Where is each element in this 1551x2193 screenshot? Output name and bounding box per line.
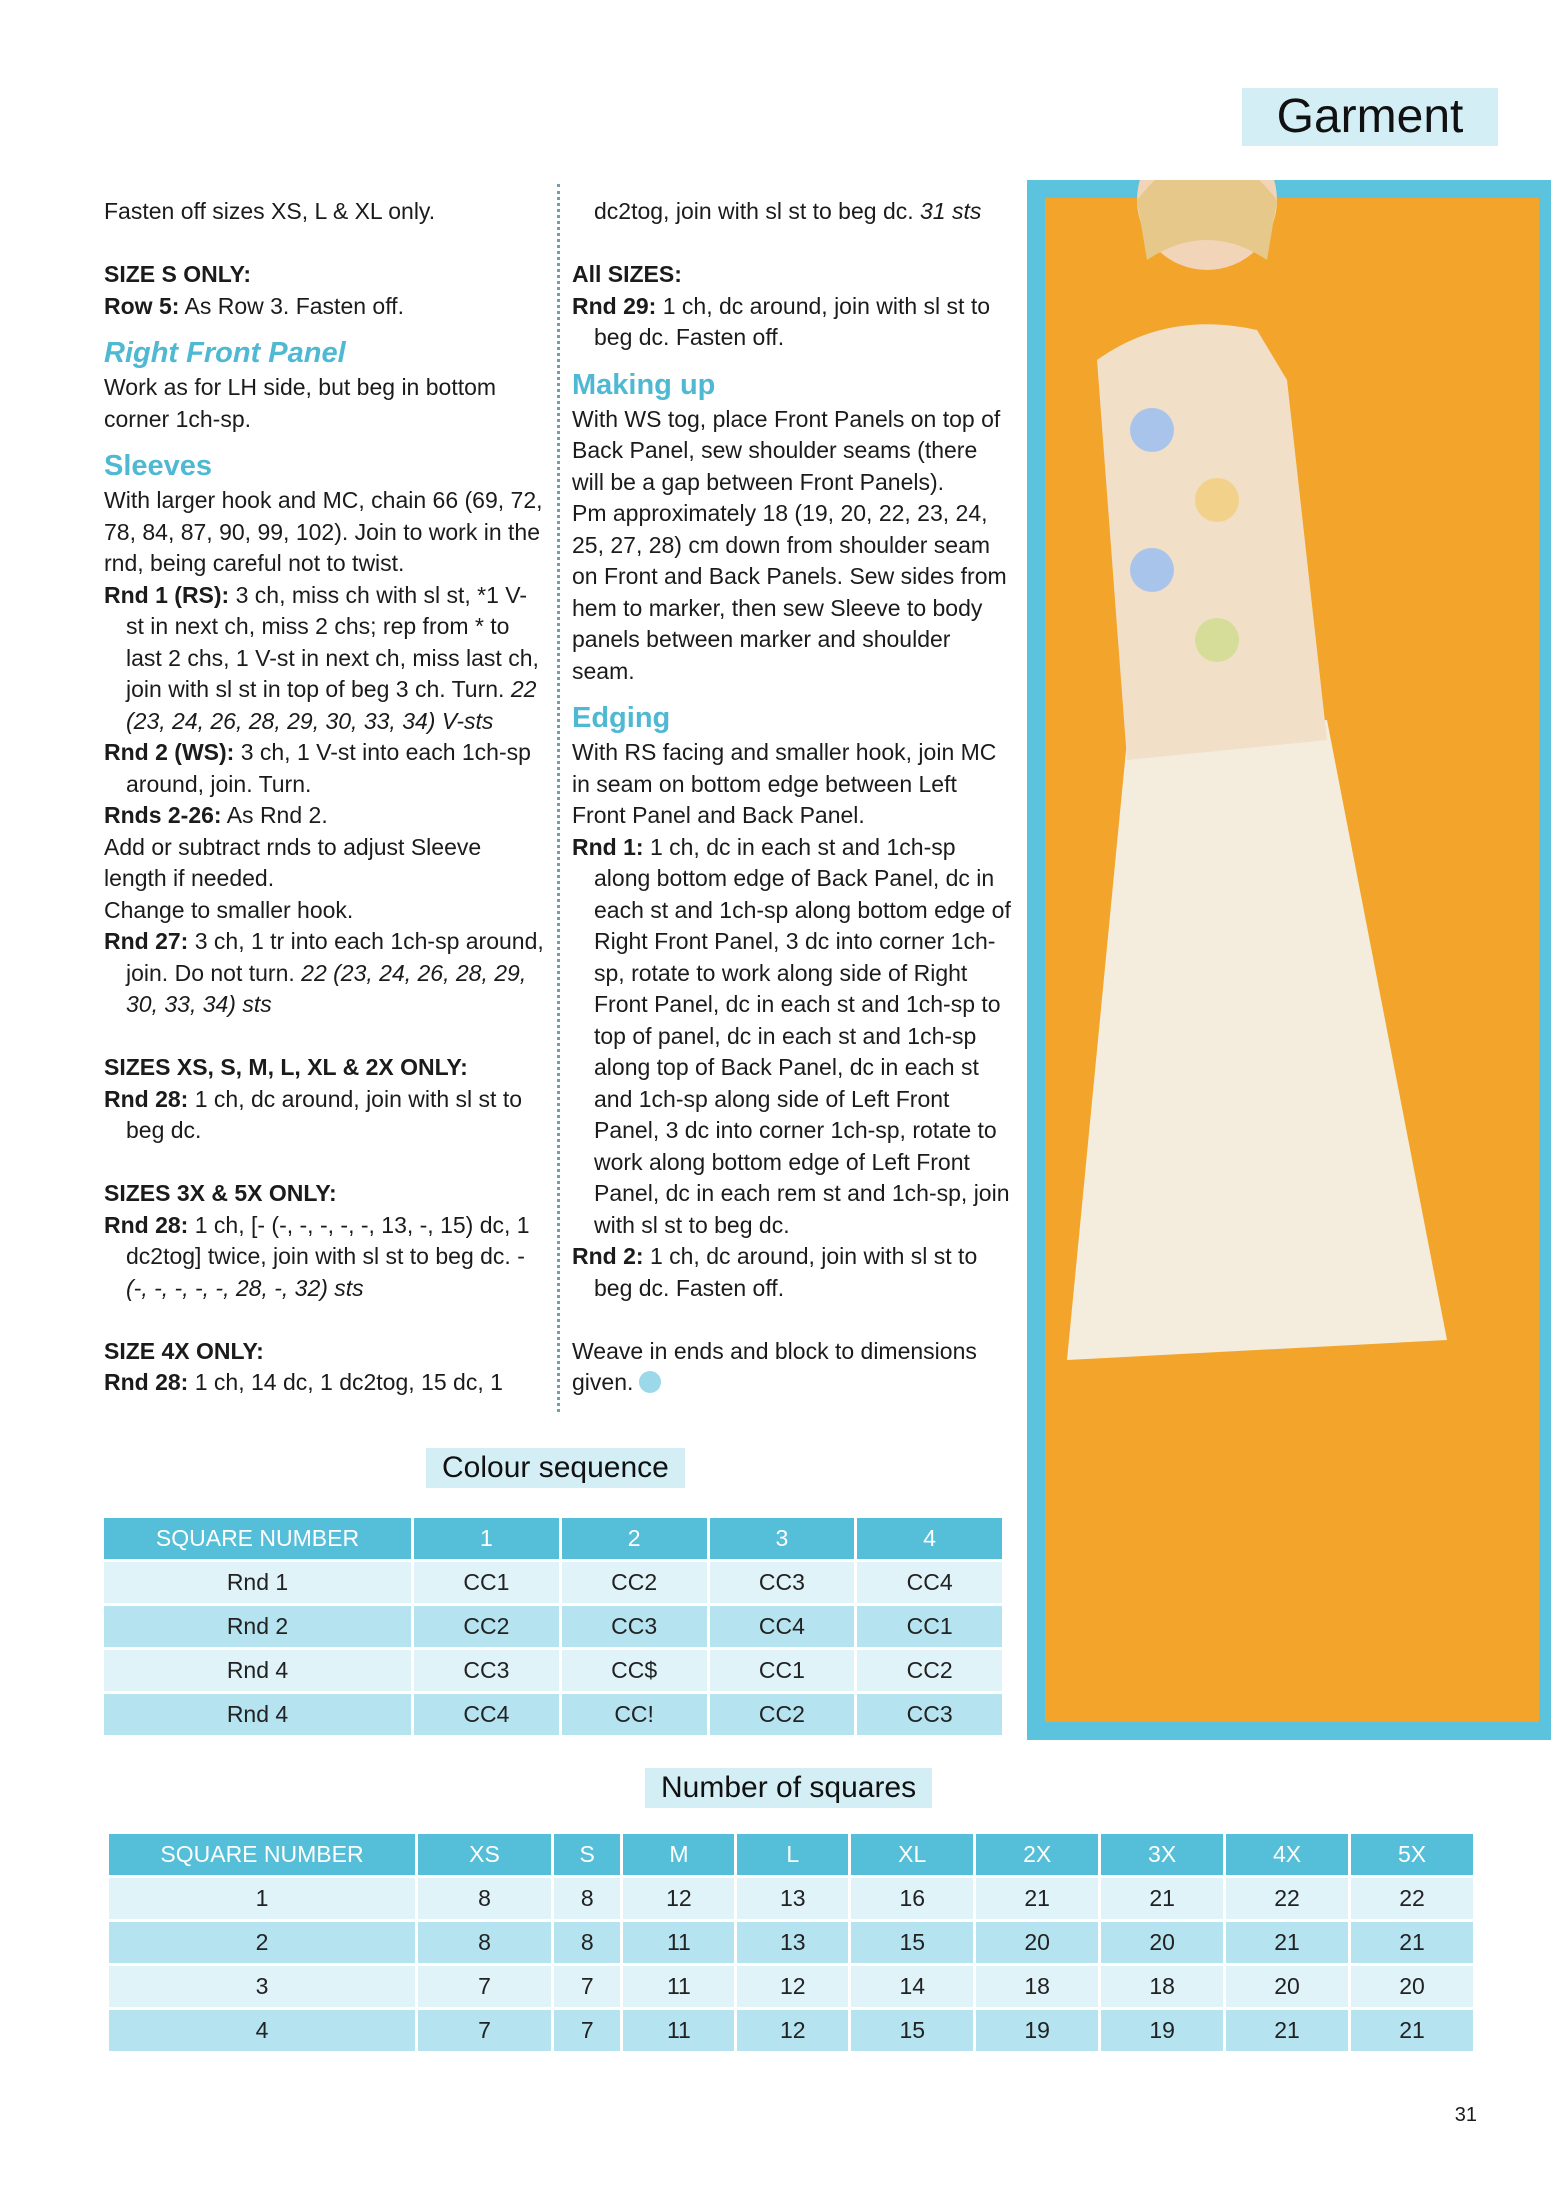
table-header-row [104,1518,1002,1559]
table-cell: 21 [976,1878,1098,1919]
table-cell: 8 [418,1922,551,1963]
making-up-heading: Making up [572,368,716,401]
table-row [109,1878,1473,1919]
table-cell: 21 [1226,1922,1348,1963]
all-sizes-heading: All SIZES: [572,261,682,287]
sleeves-heading: Sleeves [104,450,213,482]
table-row [104,1694,1002,1735]
table-cell: 15 [851,1922,973,1963]
table-row [104,1606,1002,1647]
rnd29: Rnd 29: 1 ch, dc around, join with sl st to beg dc. Fasten off. [572,292,991,350]
table-cell: 7 [418,1966,551,2007]
table-header-cell: XL [851,1834,973,1875]
table-cell: CC4 [414,1694,559,1735]
table-cell: CC3 [414,1650,559,1691]
sleeve-rnd27: Rnd 27: 3 ch, 1 tr into each 1ch-sp around, join. Do not turn. 22 (23, 24, 26, 28, 29, 30, 33, 34) sts [104,928,544,1017]
table-header-cell: S [554,1834,620,1875]
table-cell: 18 [1101,1966,1223,2007]
table-header-cell: SQUARE NUMBER [104,1518,411,1559]
table-header-cell: 2 [562,1518,707,1559]
table-cell: 22 [1226,1878,1348,1919]
sizes-xs-2x-heading: SIZES XS, S, M, L, XL & 2X ONLY: [104,1054,468,1080]
table-cell: 21 [1226,2010,1348,2051]
table-row [109,1966,1473,2007]
table-cell: 19 [1101,2010,1223,2051]
table-cell: CC4 [857,1562,1002,1603]
table-cell: CC$ [562,1650,707,1691]
table-cell: 13 [737,1878,848,1919]
row5-instruction: Row 5: As Row 3. Fasten off. [104,292,404,319]
right-column [572,196,1014,1399]
end-mark-icon [639,1371,661,1393]
right-front-panel-text: Work as for LH side, but beg in bottom corner 1ch-sp. [104,374,497,432]
model-photo [1027,180,1551,1740]
table-cell: 12 [623,1878,734,1919]
sleeve-rnd1: Rnd 1 (RS): 3 ch, miss ch with sl st, *1 V-st in next ch, miss 2 chs; rep from * to last 2 chs, 1 V-st in next ch, miss last ch, join with sl st in top of beg 3 ch. Turn. 22 (23, 24, 26, 28, 29, 30, 33, 34) V-sts [104,581,539,734]
table-header-cell: 2X [976,1834,1098,1875]
table-row [109,2010,1473,2051]
right-front-panel-heading: Right Front Panel [104,337,346,369]
number-of-squares-title: Number of squares [645,1768,932,1808]
table-cell: CC1 [414,1562,559,1603]
edging-text: With RS facing and smaller hook, join MC in seam on bottom edge between Left Front Panel and Back Panel. [572,739,997,828]
table-cell: 2 [109,1922,415,1963]
table-cell: CC4 [710,1606,855,1647]
rnd28-4x: Rnd 28: 1 ch, 14 dc, 1 dc2tog, 15 dc, 1 [104,1369,503,1395]
sleeve-rnds-2-26: Rnds 2-26: As Rnd 2. [104,802,328,828]
table-row [104,1650,1002,1691]
edging-rnd1: Rnd 1: 1 ch, dc in each st and 1ch-sp along bottom edge of Back Panel, dc in each st and 1ch-sp along bottom edge of Right Front Panel, 3 dc into corner 1ch-sp, rotate to work along side of Right Front Panel, dc in each st and 1ch-sp to top of panel, dc in each st and 1ch-sp along top of Back Panel, dc in each st and 1ch-sp along side of Left Front Panel, 3 dc into corner 1ch-sp, rotate to work along bottom edge of Left Front Panel, dc in each rem st and 1ch-sp, join with sl st to beg dc. [572,833,1011,1238]
weave-note: Weave in ends and block to dimensions given. [572,1337,977,1395]
table-cell: 21 [1101,1878,1223,1919]
table-cell: 8 [418,1878,551,1919]
table-cell: 13 [737,1922,848,1963]
table-header-cell: 4 [857,1518,1002,1559]
table-cell: CC2 [414,1606,559,1647]
table-cell: 20 [1351,1966,1473,2007]
rnd28-xs-2x: Rnd 28: 1 ch, dc around, join with sl st to beg dc. [104,1085,523,1143]
size-s-heading: SIZE S ONLY: [104,261,251,287]
column-divider [557,184,560,1412]
table-cell: 20 [1101,1922,1223,1963]
making-up-text-1: With WS tog, place Front Panels on top of Back Panel, sew shoulder seams (there will be a gap between Front Panels). [572,405,1001,495]
table-header-cell: XS [418,1834,551,1875]
table-cell: CC3 [562,1606,707,1647]
making-up-text-2: Pm approximately 18 (19, 20, 22, 23, 24, 25, 27, 28) cm down from shoulder seam on Front and Back Panels. Sew sides from hem to marker, then sew Sleeve to body panels between marker and shoulder seam. [572,500,1007,684]
edging-rnd2: Rnd 2: 1 ch, dc around, join with sl st to beg dc. Fasten off. [572,1243,978,1301]
table-cell: CC3 [857,1694,1002,1735]
sleeve-rnd2: Rnd 2 (WS): 3 ch, 1 V-st into each 1ch-sp around, join. Turn. [104,739,531,797]
table-cell: 11 [623,2010,734,2051]
table-cell: Rnd 1 [104,1562,411,1603]
table-cell: 4 [109,2010,415,2051]
table-cell: 3 [109,1966,415,2007]
rnd28-3x-5x: Rnd 28: 1 ch, [- (-, -, -, -, -, 13, -, 15) dc, 1 dc2tog] twice, join with sl st to beg dc. - (-, -, -, -, -, 28, -, 32) sts [104,1211,530,1301]
number-of-squares-table [106,1831,1476,2054]
table-header-cell: 4X [1226,1834,1348,1875]
table-cell: 11 [623,1966,734,2007]
table-header-cell: 3 [710,1518,855,1559]
table-cell: CC1 [857,1606,1002,1647]
size-4x-heading: SIZE 4X ONLY: [104,1337,264,1364]
table-cell: CC2 [562,1562,707,1603]
table-cell: CC! [562,1694,707,1735]
sizes-3x-5x-heading: SIZES 3X & 5X ONLY: [104,1180,337,1206]
edging-heading: Edging [572,702,671,734]
colour-sequence-table [101,1515,1005,1738]
table-cell: 18 [976,1966,1098,2007]
table-cell: 14 [851,1966,973,2007]
table-cell: 15 [851,2010,973,2051]
table-cell: 1 [109,1878,415,1919]
table-cell: Rnd 4 [104,1694,411,1735]
table-cell: 12 [737,2010,848,2051]
sleeves-text: With larger hook and MC, chain 66 (69, 72, 78, 84, 87, 90, 99, 102). Join to work in the rnd, being careful not to twist. [104,487,543,576]
sleeve-length-note: Add or subtract rnds to adjust Sleeve length if needed. [104,833,482,891]
table-cell: 19 [976,2010,1098,2051]
table-cell: 8 [554,1878,620,1919]
table-cell: 20 [1226,1966,1348,2007]
table-cell: 20 [976,1922,1098,1963]
table-row [109,1922,1473,1963]
table-cell: CC1 [710,1650,855,1691]
table-cell: 7 [554,2010,620,2051]
table-cell: 7 [554,1966,620,2007]
table-cell: CC2 [710,1694,855,1735]
section-title: Garment [1242,88,1498,146]
table-cell: 21 [1351,1922,1473,1963]
table-cell: 11 [623,1922,734,1963]
page-number: 31 [1454,2104,1477,2126]
table-cell: 16 [851,1878,973,1919]
table-cell: 12 [737,1966,848,2007]
table-header-row [109,1834,1473,1875]
table-header-cell: L [737,1834,848,1875]
table-row [104,1562,1002,1603]
table-cell: CC2 [857,1650,1002,1691]
table-cell: 7 [418,2010,551,2051]
colour-sequence-title: Colour sequence [426,1448,685,1488]
table-cell: 8 [554,1922,620,1963]
table-cell: Rnd 4 [104,1650,411,1691]
table-header-cell: SQUARE NUMBER [109,1834,415,1875]
change-hook-note: Change to smaller hook. [104,896,354,923]
table-cell: Rnd 2 [104,1606,411,1647]
table-cell: 21 [1351,2010,1473,2051]
table-header-cell: 5X [1351,1834,1473,1875]
table-cell: 22 [1351,1878,1473,1919]
rnd28-4x-continued: dc2tog, join with sl st to beg dc. 31 sts [594,198,982,224]
fasten-off-note: Fasten off sizes XS, L & XL only. [104,198,436,224]
left-column [104,196,544,1399]
table-header-cell: M [623,1834,734,1875]
table-cell: CC3 [710,1562,855,1603]
table-header-cell: 1 [414,1518,559,1559]
table-header-cell: 3X [1101,1834,1223,1875]
